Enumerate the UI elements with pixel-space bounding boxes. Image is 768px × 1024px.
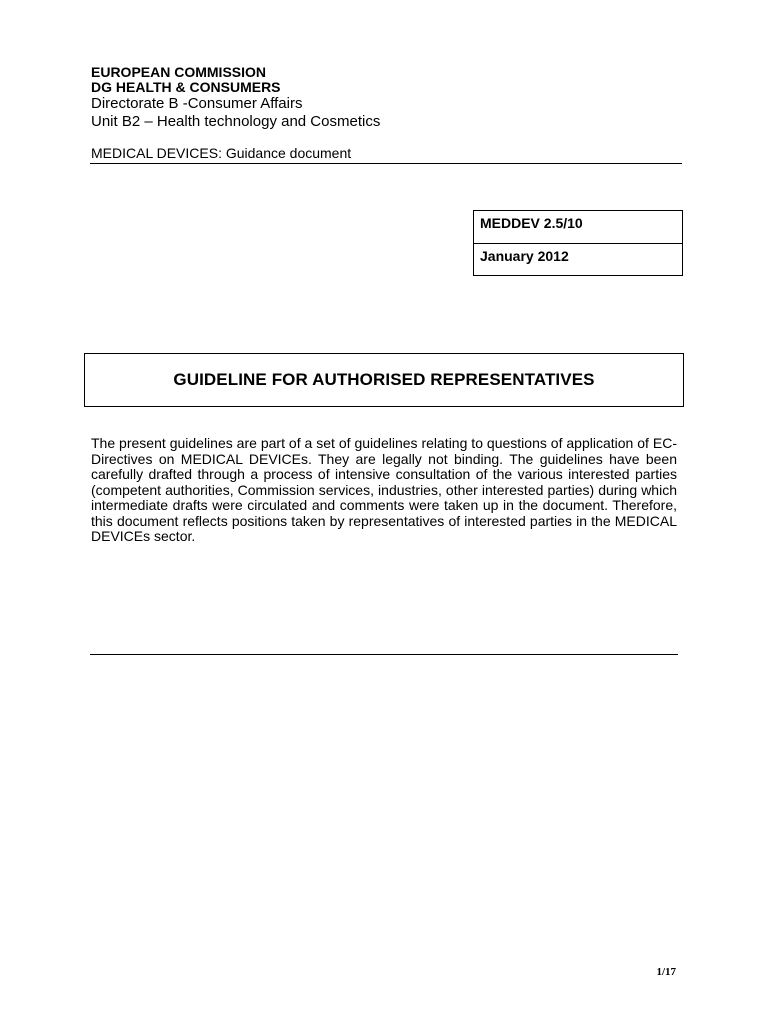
directorate-name: Directorate B -Consumer Affairs bbox=[91, 95, 303, 112]
document-header bbox=[91, 65, 691, 131]
section-divider bbox=[90, 654, 678, 655]
title-box bbox=[84, 353, 684, 407]
reference-date: January 2012 bbox=[474, 243, 682, 275]
unit-name: Unit B2 – Health technology and Cosmetics bbox=[91, 113, 381, 130]
document-title: GUIDELINE FOR AUTHORISED REPRESENTATIVES bbox=[173, 370, 595, 389]
header-divider bbox=[90, 163, 682, 164]
page-number: 1/17 bbox=[656, 966, 676, 978]
document-type: MEDICAL DEVICES: Guidance document bbox=[91, 145, 352, 161]
reference-box bbox=[473, 210, 683, 276]
intro-paragraph: The present guidelines are part of a set of guidelines relating to questions of application of EC-Directives on MEDICAL DEVICEs. They are legally not binding. The guidelines have been carefully drafted through a process of intensive consultation of the various interested parties (competent authorities, Commission services, industries, other interested parties) during which intermediate drafts were circulated and comments were taken up in the document. Therefore, this document reflects positions taken by representatives of interested parties in the MEDICAL DEVICEs sector. bbox=[91, 435, 677, 544]
reference-code: MEDDEV 2.5/10 bbox=[480, 215, 583, 231]
organisation-name: EUROPEAN COMMISSION bbox=[91, 64, 267, 80]
dg-name: DG HEALTH & CONSUMERS bbox=[91, 79, 281, 95]
